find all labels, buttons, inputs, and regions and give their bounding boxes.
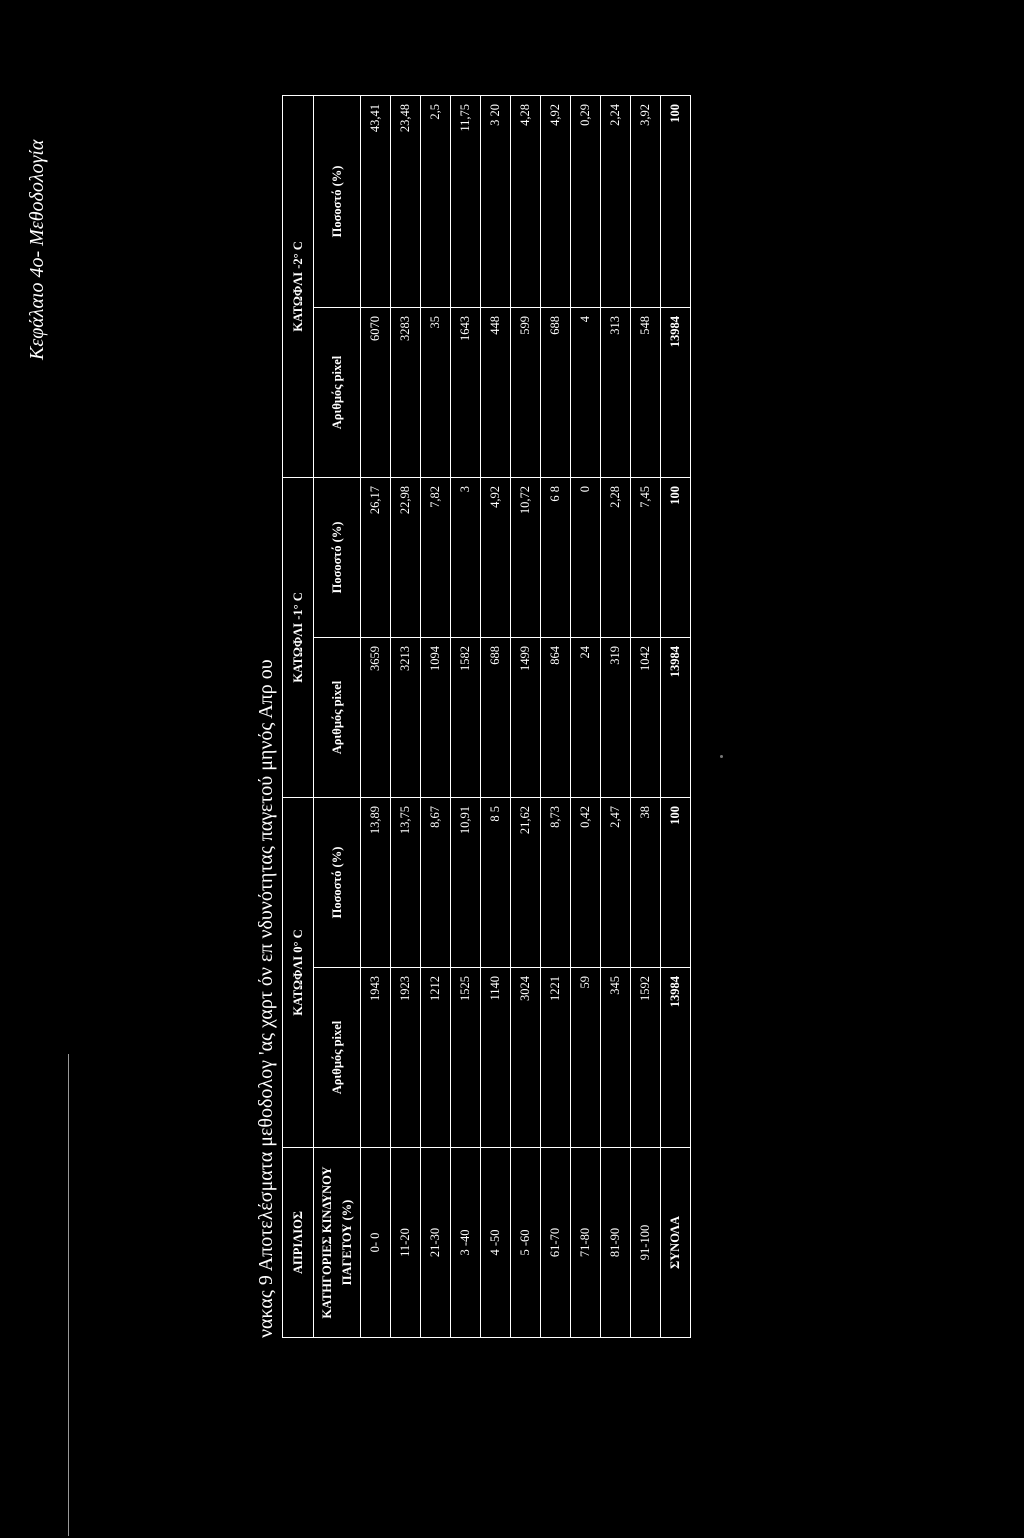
cell-percent-0: 2,47	[601, 798, 631, 968]
cell-count-2: 313	[601, 307, 631, 477]
cell-percent-2: 2,24	[601, 95, 631, 307]
cell-percent-0: 10,91	[451, 798, 481, 968]
cell-count-2: 448	[481, 307, 511, 477]
caption-prefix: νακας	[255, 1290, 277, 1338]
cell-count-0: 1943	[361, 968, 391, 1148]
caption-number: 9	[255, 1275, 277, 1286]
cell-count-1: 319	[601, 638, 631, 798]
cell-percent-2: 0,29	[571, 95, 601, 307]
cell-percent-0: 13,75	[391, 798, 421, 968]
group-header-0: ΚΑΤΩΦΛΙ 0° C	[283, 798, 314, 1148]
table-row	[451, 95, 481, 1337]
cell-count-0: 59	[571, 968, 601, 1148]
subheader-percent-1: Ποσοστό (%)	[314, 477, 361, 637]
cell-percent-1: 26,17	[361, 477, 391, 637]
cell-percent-1: 22,98	[391, 477, 421, 637]
subheader-count-1: Αριθμός pixel	[314, 638, 361, 798]
cell-percent-2: 3,92	[631, 95, 661, 307]
cell-count-0: 1221	[541, 968, 571, 1148]
cell-count-2: 688	[541, 307, 571, 477]
row-category: 61-70	[541, 1148, 571, 1338]
row-category: 21-30	[421, 1148, 451, 1338]
cell-count-2: 548	[631, 307, 661, 477]
header-row-groups	[283, 95, 314, 1337]
cell-percent-2: 4,92	[541, 95, 571, 307]
table-row	[421, 95, 451, 1337]
cell-count-2: 4	[571, 307, 601, 477]
cell-count-0: 345	[601, 968, 631, 1148]
row-category: 0- 0	[361, 1148, 391, 1338]
cell-count-1: 1094	[421, 638, 451, 798]
cell-percent-2: 43,41	[361, 95, 391, 307]
cell-count-1: 864	[541, 638, 571, 798]
chapter-header: Κεφάλαιο 4ο- Μεθοδολογία	[26, 139, 48, 360]
total-percent-1: 100	[661, 477, 691, 637]
table-row	[631, 95, 661, 1337]
cell-percent-1: 10,72	[511, 477, 541, 637]
row-category: 4 -50	[481, 1148, 511, 1338]
table-row	[601, 95, 631, 1337]
total-row	[661, 95, 691, 1337]
cell-percent-2: 11,75	[451, 95, 481, 307]
table-row	[391, 95, 421, 1337]
cell-count-2: 35	[421, 307, 451, 477]
cell-count-1: 1582	[451, 638, 481, 798]
cell-percent-1: 7,45	[631, 477, 661, 637]
scan-speck	[720, 755, 723, 758]
cell-percent-1: 4,92	[481, 477, 511, 637]
cell-percent-0: 21,62	[511, 798, 541, 968]
cell-percent-0: 13,89	[361, 798, 391, 968]
cell-count-1: 3659	[361, 638, 391, 798]
cell-count-1: 688	[481, 638, 511, 798]
cell-percent-1: 7,82	[421, 477, 451, 637]
frost-risk-table	[282, 95, 691, 1338]
group-header-1: ΚΑΤΩΦΛΙ -1° C	[283, 477, 314, 797]
row-category: 11-20	[391, 1148, 421, 1338]
total-count-0: 13984	[661, 968, 691, 1148]
cell-count-0: 1212	[421, 968, 451, 1148]
row-category: 5 -60	[511, 1148, 541, 1338]
cell-count-1: 24	[571, 638, 601, 798]
cell-percent-0: 8,67	[421, 798, 451, 968]
table-caption	[255, 659, 278, 1338]
subheader-percent-2: Ποσοστό (%)	[314, 95, 361, 307]
cell-count-2: 6070	[361, 307, 391, 477]
cell-percent-2: 2,5	[421, 95, 451, 307]
cell-percent-1: 3	[451, 477, 481, 637]
category-header-line2: ΠΑΓΕΤΟΥ (%)	[340, 1199, 354, 1286]
table-row	[511, 95, 541, 1337]
total-count-2: 13984	[661, 307, 691, 477]
cell-count-0: 3024	[511, 968, 541, 1148]
cell-count-0: 1923	[391, 968, 421, 1148]
footer-rule	[68, 1054, 69, 1536]
subheader-percent-0: Ποσοστό (%)	[314, 798, 361, 968]
cell-count-2: 3283	[391, 307, 421, 477]
cell-percent-1: 2,28	[601, 477, 631, 637]
total-count-1: 13984	[661, 638, 691, 798]
total-percent-0: 100	[661, 798, 691, 968]
cell-count-1: 1042	[631, 638, 661, 798]
cell-percent-0: 0,42	[571, 798, 601, 968]
cell-count-0: 1525	[451, 968, 481, 1148]
table-row	[481, 95, 511, 1337]
cell-percent-2: 23,48	[391, 95, 421, 307]
row-category: 71-80	[571, 1148, 601, 1338]
cell-percent-2: 4,28	[511, 95, 541, 307]
row-category: 81-90	[601, 1148, 631, 1338]
row-category: 91-100	[631, 1148, 661, 1338]
cell-count-1: 1499	[511, 638, 541, 798]
category-header-line1: ΚΑΤΗΓΟΡΙΕΣ ΚΙΝΔΥΝΟΥ	[320, 1166, 334, 1319]
cell-percent-1: 0	[571, 477, 601, 637]
cell-count-2: 1643	[451, 307, 481, 477]
cell-percent-2: 3 20	[481, 95, 511, 307]
subheader-count-2: Αριθμός pixel	[314, 307, 361, 477]
table-row	[571, 95, 601, 1337]
cell-count-2: 599	[511, 307, 541, 477]
cell-percent-0: 38	[631, 798, 661, 968]
cell-count-0: 1140	[481, 968, 511, 1148]
cell-percent-0: 8 5	[481, 798, 511, 968]
total-percent-2: 100	[661, 95, 691, 307]
caption-text: Αποτελέσματα μεθοδολογ 'ας χαρτ όν επ νδυνότητας παγετού μηνός Απρ ου	[255, 659, 277, 1272]
category-header	[314, 1148, 361, 1338]
row-category: 3 -40	[451, 1148, 481, 1338]
total-label: ΣΥΝΟΛΑ	[661, 1148, 691, 1338]
subheader-count-0: Αριθμός pixel	[314, 968, 361, 1148]
cell-count-1: 3213	[391, 638, 421, 798]
cell-percent-1: 6 8	[541, 477, 571, 637]
table-row	[541, 95, 571, 1337]
month-header: ΑΠΡΙΛΙΟΣ	[283, 1148, 314, 1338]
cell-percent-0: 8,73	[541, 798, 571, 968]
cell-count-0: 1592	[631, 968, 661, 1148]
header-row-sub	[314, 95, 361, 1337]
group-header-2: ΚΑΤΩΦΛΙ -2° C	[283, 95, 314, 477]
table-row	[361, 95, 391, 1337]
